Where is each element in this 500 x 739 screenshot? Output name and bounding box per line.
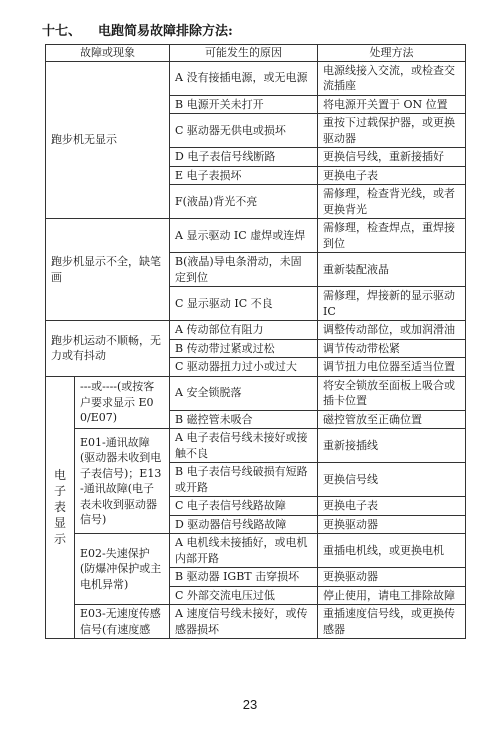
phenomenon-cell: 跑步机显示不全，缺笔画 <box>46 219 170 321</box>
cause-cell: E 电子表损坏 <box>170 166 318 185</box>
solution-cell: 重插电机线，或更换电机 <box>318 534 466 568</box>
solution-cell: 更换电子表 <box>318 166 466 185</box>
display-label-char: 电 <box>53 468 66 483</box>
solution-cell: 停止使用，请电工排除故障 <box>318 586 466 605</box>
cause-cell: F(液晶)背光不亮 <box>170 185 318 219</box>
table-row <box>46 605 466 639</box>
table-row <box>46 61 466 95</box>
solution-cell: 调节传动带松紧 <box>318 339 466 358</box>
solution-cell: 更换驱动器 <box>318 515 466 534</box>
table-row <box>46 219 466 253</box>
cause-cell: C 外部交流电压过低 <box>170 586 318 605</box>
table-row <box>46 534 466 568</box>
cause-cell: C 驱动器无供电或损坏 <box>170 114 318 148</box>
header-row <box>46 45 466 62</box>
troubleshooting-table <box>45 44 466 639</box>
solution-cell: 将安全锁放至面板上吸合或插卡位置 <box>318 376 466 410</box>
cause-cell: C 驱动器扭力过小或过大 <box>170 358 318 377</box>
solution-cell: 将电源开关置于 ON 位置 <box>318 95 466 114</box>
cause-cell: B 电子表信号线破损有短路或开路 <box>170 463 318 497</box>
error-desc-cell: E02-失速保护(防爆冲保护或主电机异常) <box>75 534 170 605</box>
cause-cell: A 电子表信号线未接好或接触不良 <box>170 429 318 463</box>
cause-cell: B(液晶)导电条滑动，未固定到位 <box>170 253 318 287</box>
cause-cell: A 没有接插电源，或无电源 <box>170 61 318 95</box>
cause-cell: A 安全锁脱落 <box>170 376 318 410</box>
cause-cell: B 电源开关未打开 <box>170 95 318 114</box>
solution-cell: 重按下过载保护器，或更换驱动器 <box>318 114 466 148</box>
error-desc-cell: E01-通讯故障(驱动器未收到电子表信号)；E13-通讯故障(电子表未收到驱动器信号) <box>75 429 170 534</box>
display-label-char: 示 <box>53 532 66 547</box>
cause-cell: B 传动带过紧或过松 <box>170 339 318 358</box>
cause-cell: A 速度信号线未接好，或传感器损坏 <box>170 605 318 639</box>
section-number: 十七、 <box>42 24 82 39</box>
error-desc-cell: ---或----(或按客户要求显示 E00/E07) <box>75 376 170 429</box>
phenomenon-cell: 跑步机运动不顺畅，无力或有抖动 <box>46 321 170 377</box>
cause-cell: D 电子表信号线断路 <box>170 148 318 167</box>
solution-cell: 重新接插线 <box>318 429 466 463</box>
header-phenomenon: 故障或现象 <box>46 45 170 62</box>
solution-cell: 更换驱动器 <box>318 568 466 587</box>
cause-cell: A 显示驱动 IC 虚焊或连焊 <box>170 219 318 253</box>
solution-cell: 需修理，检查背光线，或者更换背光 <box>318 185 466 219</box>
solution-cell: 重插速度信号线，或更换传感器 <box>318 605 466 639</box>
solution-cell: 调节扭力电位器至适当位置 <box>318 358 466 377</box>
error-desc-cell: E03-无速度传感信号(有速度感 <box>75 605 170 639</box>
solution-cell: 更换电子表 <box>318 497 466 516</box>
cause-cell: A 电机线未接插好，或电机内部开路 <box>170 534 318 568</box>
table-row <box>46 321 466 340</box>
solution-cell: 磁控管放至正确位置 <box>318 410 466 429</box>
solution-cell: 需修理，焊接新的显示驱动 IC <box>318 287 466 321</box>
display-label-char: 子 <box>53 484 66 499</box>
display-group-label <box>46 376 75 639</box>
table-row <box>46 429 466 463</box>
section-heading <box>42 20 233 39</box>
header-solution: 处理方法 <box>318 45 466 62</box>
cause-cell: B 驱动器 IGBT 击穿损坏 <box>170 568 318 587</box>
solution-cell: 更换信号线，重新接插好 <box>318 148 466 167</box>
section-title: 电跑简易故障排除方法: <box>98 24 233 39</box>
page-number: 23 <box>242 697 258 712</box>
solution-cell: 重新装配液晶 <box>318 253 466 287</box>
solution-cell: 更换信号线 <box>318 463 466 497</box>
cause-cell: C 显示驱动 IC 不良 <box>170 287 318 321</box>
cause-cell: C 电子表信号线路故障 <box>170 497 318 516</box>
solution-cell: 电源线接入交流，或检查交流插座 <box>318 61 466 95</box>
cause-cell: B 磁控管未吸合 <box>170 410 318 429</box>
cause-cell: A 传动部位有阻力 <box>170 321 318 340</box>
cause-cell: D 驱动器信号线路故障 <box>170 515 318 534</box>
display-label-char: 表 <box>53 500 66 515</box>
header-cause: 可能发生的原因 <box>170 45 318 62</box>
solution-cell: 调整传动部位，或加润滑油 <box>318 321 466 340</box>
table-row <box>46 376 466 410</box>
solution-cell: 需修理，检查焊点，重焊接到位 <box>318 219 466 253</box>
phenomenon-cell: 跑步机无显示 <box>46 61 170 219</box>
display-label-char: 显 <box>53 516 66 531</box>
